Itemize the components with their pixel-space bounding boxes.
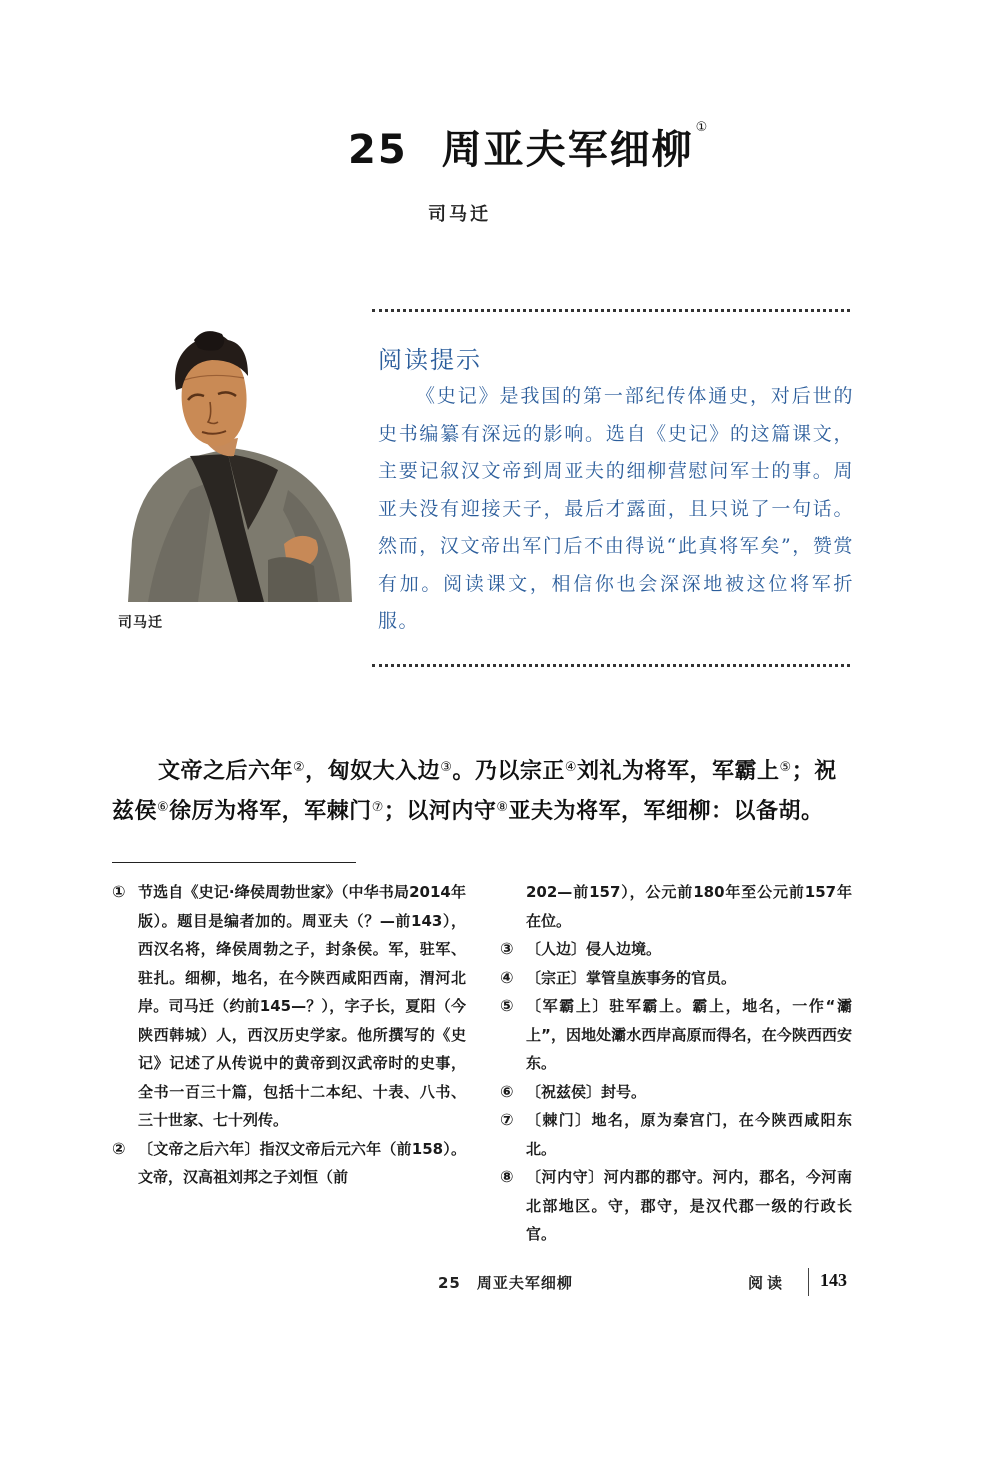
footnote-7 [500, 1106, 852, 1163]
main-text-segment: 徐厉为将军，军棘门 [169, 799, 372, 824]
main-text-segment: 。乃以宗正 [452, 759, 565, 784]
main-text-segment: 刘礼为将军，军霸上 [577, 759, 780, 784]
footnote-rule [112, 862, 356, 863]
footnote-text: 202—前157），公元前180年至公元前157年在位。 [526, 883, 852, 930]
footnote-mark: ③ [500, 939, 514, 958]
footnote-ref-4: ④ [564, 760, 578, 775]
footnote-mark: ④ [500, 967, 514, 987]
footnote-ref-3: ③ [440, 760, 453, 775]
footnote-mark: ⑦ [500, 1110, 514, 1129]
footnote-4 [500, 964, 852, 993]
portrait-illustration [118, 330, 352, 602]
footnote-6 [500, 1078, 852, 1107]
main-text-segment: ；祝兹侯 [112, 759, 837, 824]
footnote-text: 〔人边〕侵人边境。 [526, 940, 662, 958]
portrait-caption: 司马迁 [118, 615, 163, 631]
footnote-8 [500, 1163, 852, 1249]
footnote-mark: ② [112, 1138, 126, 1158]
page-number: 143 [820, 1270, 847, 1290]
author-name: 司马迁 [428, 204, 491, 225]
footnote-mark: ⑤ [500, 996, 514, 1015]
footnote-2-continued [500, 878, 852, 935]
footnote-mark: ⑥ [500, 1081, 514, 1101]
footnote-1 [112, 878, 466, 1135]
main-text-segment: ，匈奴大入边 [305, 759, 441, 784]
lesson-title-text: 周亚夫军细柳 [441, 127, 694, 173]
footnote-ref-8: ⑧ [496, 800, 509, 815]
footer-divider [808, 1268, 809, 1296]
footnote-3 [500, 935, 852, 964]
main-text-paragraph [112, 752, 854, 832]
footnote-mark: ① [112, 882, 126, 901]
reading-tip-heading: 阅读提示 [378, 346, 482, 374]
lesson-number: 25 [348, 127, 408, 173]
footnote-text: 〔文帝之后六年〕指汉文帝后元六年（前158）。文帝，汉高祖刘邦之子刘恒（前 [138, 1139, 466, 1186]
section-label: 阅读 [748, 1274, 787, 1292]
footnote-ref-5: ⑤ [779, 760, 792, 775]
reading-tip-body: 《史记》是我国的第一部纪传体通史，对后世的史书编纂有深远的影响。选自《史记》的这篇课文，主要记叙汉文帝到周亚夫的细柳营慰问军士的事。周亚夫没有迎接天子，最后才露面，且只说了一句话。然而，汉文帝出军门后不由得说“此真将军矣”，赞赏有加。阅读课文，相信你也会深深地被这位将军折服。 [378, 385, 854, 632]
tip-divider-top [372, 309, 850, 312]
footnote-text: 〔河内守〕河内郡的郡守。河内，郡名，今河南北部地区。守，郡守，是汉代郡一级的行政长官。 [526, 1168, 852, 1243]
footnote-ref-6: ⑥ [157, 800, 170, 815]
title-footnote-mark: ① [695, 120, 710, 135]
footnote-mark: ⑧ [500, 1167, 514, 1186]
footnote-text: 节选自《史记·绛侯周勃世家》（中华书局2014年版）。题目是编者加的。周亚夫（？—前143），西汉名将，绛侯周勃之子，封条侯。军，驻军、驻扎。细柳，地名，在今陕西咸阳西南，渭河北岸。司马迁（约前145—？），字子长，夏阳（今陕西韩城）人，西汉历史学家。他所撰写的《史记》记述了从传说中的黄帝到汉武帝时的史事，全书一百三十篇，包括十二本纪、十表、八书、三十世家、七十列传。 [138, 883, 466, 1129]
footnote-2 [112, 1135, 466, 1192]
lesson-title [348, 118, 709, 175]
footnote-text: 〔军霸上〕驻军霸上。霸上，地名，一作“灞上”，因地处灞水西岸高原而得名，在今陕西西安东。 [526, 997, 852, 1072]
footnote-text: 〔宗正〕掌管皇族事务的官员。 [526, 968, 737, 987]
footnotes-right-column [500, 878, 852, 1249]
footnote-text: 〔棘门〕地名，原为秦宫门，在今陕西咸阳东北。 [526, 1111, 852, 1158]
footnotes-left-column [112, 878, 466, 1192]
running-title: 25 周亚夫军细柳 [438, 1274, 573, 1292]
footnote-ref-7: ⑦ [371, 800, 384, 815]
main-text-segment: 亚夫为将军，军细柳：以备胡。 [508, 799, 824, 824]
sima-qian-portrait [118, 330, 352, 602]
footnote-5 [500, 992, 852, 1078]
tip-divider-bottom [372, 664, 850, 667]
footnote-ref-2: ② [293, 760, 306, 775]
main-text-segment: 文帝之后六年 [158, 759, 294, 784]
footnote-text: 〔祝兹侯〕封号。 [526, 1082, 647, 1101]
main-text-segment: ；以河内守 [383, 799, 497, 824]
